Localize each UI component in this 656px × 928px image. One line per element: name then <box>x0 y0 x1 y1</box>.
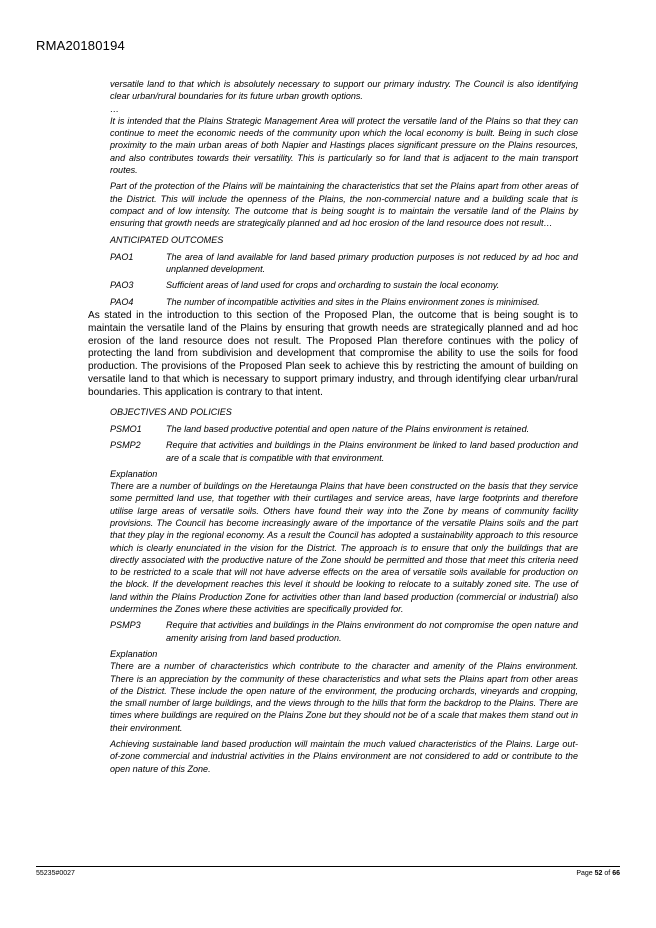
policy-text: Require that activities and buildings in the Plains environment be linked to land based production and are of a scale that is compatible with that environment. <box>166 440 578 463</box>
policy-code: PSMP2 <box>110 440 141 451</box>
explanation-paragraph: There are a number of buildings on the Heretaunga Plains that have been constructed on the basis that they service some permitted land use, that together with their curtilages and service areas, have large footprints and therefore utilise large areas of versatile soils. Others have found their way into the Zone by means of community facility provisions. The Council has become increasingly aware of the importance of the versatile Plains soils and the part that they play in the regional economy. As a result the Council has adopted a sustainability approach to this resource which is clearly enunciated in the vision for the District. The approach is to ensure that only the buildings that are directly associated with the productive nature of the Zone should be permitted and those that meet this criteria need to be restricted to a scale that will not have adverse effects on the area of versatile soils available for production on the block. If the development reaches this level it should be looking to relocate to a suitably zoned site. The use of land within the Plains Production Zone for activities other than land based production (commercial or industrial) also undermines the Zones where these activities are specifically provided for. <box>110 481 578 615</box>
current-page: 52 <box>594 870 603 877</box>
outcome-text: The number of incompatible activities and sites in the Plains environment zones is minimised. <box>166 296 540 307</box>
outcome-item <box>110 296 578 308</box>
quote-paragraph: It is intended that the Plains Strategic Management Area will protect the versatile land of the Plains so that they can continue to meet the economic needs of the community upon which the local economy is built. Being in such close proximity to the main urban areas of both Napier and Hastings places significant pressure on the Plains resources, and also contributes towards their versatility. This is particularly so for land that is adjacent to the main transport routes. <box>110 115 578 176</box>
outcome-code: PAO3 <box>110 280 134 291</box>
outcome-text: Sufficient areas of land used for crops and orcharding to sustain the local economy. <box>166 280 500 291</box>
quoted-extract-1 <box>110 78 578 308</box>
quoted-extract-2 <box>110 406 578 775</box>
explanation-heading: Explanation <box>110 468 158 479</box>
total-pages: 66 <box>612 870 620 877</box>
policy-item <box>110 423 578 435</box>
policy-code: PSMO1 <box>110 423 142 434</box>
quote-paragraph: Achieving sustainable land based production will maintain the much valued characteristics of the Plains. Large out-of-zone commercial and industrial activities in the Plains environment are not considered to add or contribute to the open nature of this Zone. <box>110 739 578 774</box>
footer-divider <box>36 866 620 867</box>
body-paragraph: As stated in the introduction to this section of the Proposed Plan, the outcome that is being sought is to maintain the versatile land of the Plains by ensuring that growth needs are strategically planned and ad hoc erosion of the land resource does not result. The Proposed Plan therefore continues with the policy of protecting the land from subdivision and development that compromise the ability to use the soils for food production. The provisions of the Proposed Plan seek to achieve this by restricting the amount of building on versatile land to that which is necessary to support primary industry, and through identifying clear urban/rural boundaries. This application is contrary to that intent. <box>88 310 578 398</box>
section-heading: OBJECTIVES AND POLICIES <box>110 406 232 417</box>
page-of-label: of <box>604 870 611 877</box>
policy-item <box>110 619 578 644</box>
document-reference: RMA20180194 <box>36 38 125 53</box>
outcome-item <box>110 251 578 276</box>
outcome-code: PAO1 <box>110 251 134 262</box>
policy-item <box>110 439 578 464</box>
outcome-item <box>110 279 578 291</box>
quote-paragraph: versatile land to that which is absolutely necessary to support our primary industry. The Council is also identifying clear urban/rural boundaries for its future urban growth options. <box>110 79 578 102</box>
ellipsis: … <box>110 103 120 114</box>
policy-text: Require that activities and buildings in the Plains environment do not compromise the open nature and amenity arising from land based production. <box>166 620 578 643</box>
explanation-paragraph: There are a number of characteristics which contribute to the character and amenity of the Plains environment. There is an appreciation by the community of these characteristics and what sets the Plains apart from other areas of the District. These include the open nature of the environment, the producing orchards, vineyards and cropping, the small number of large buildings, and the views through to the hills that form the backdrop to the Plains. There are times where buildings are required on the Plains Zone but they should not be of a scale that makes them stand out in their environment. <box>110 661 578 733</box>
policy-code: PSMP3 <box>110 620 141 631</box>
explanation-heading: Explanation <box>110 648 158 659</box>
footer-document-id: 55235#0027 <box>36 870 75 877</box>
page-label: Page <box>576 870 593 877</box>
quote-paragraph: Part of the protection of the Plains will be maintaining the characteristics that set the Plains apart from other areas of the District. This will include the openness of the Plains, the non-commercial nature and a building scale that is compact and of low intensity. The outcome that is being sought is to maintain the versatile land of the Plains by ensuring that growth needs are strategically planned and ad hoc erosion of the land resource does not result… <box>110 181 578 229</box>
page-content <box>88 78 578 779</box>
section-heading: ANTICIPATED OUTCOMES <box>110 234 224 245</box>
policy-text: The land based productive potential and open nature of the Plains environment is retained. <box>166 423 530 434</box>
outcome-text: The area of land available for land based primary production purposes is not reduced by ad hoc and unplanned development. <box>166 251 578 275</box>
outcome-code: PAO4 <box>110 296 134 307</box>
page-number <box>576 870 620 877</box>
